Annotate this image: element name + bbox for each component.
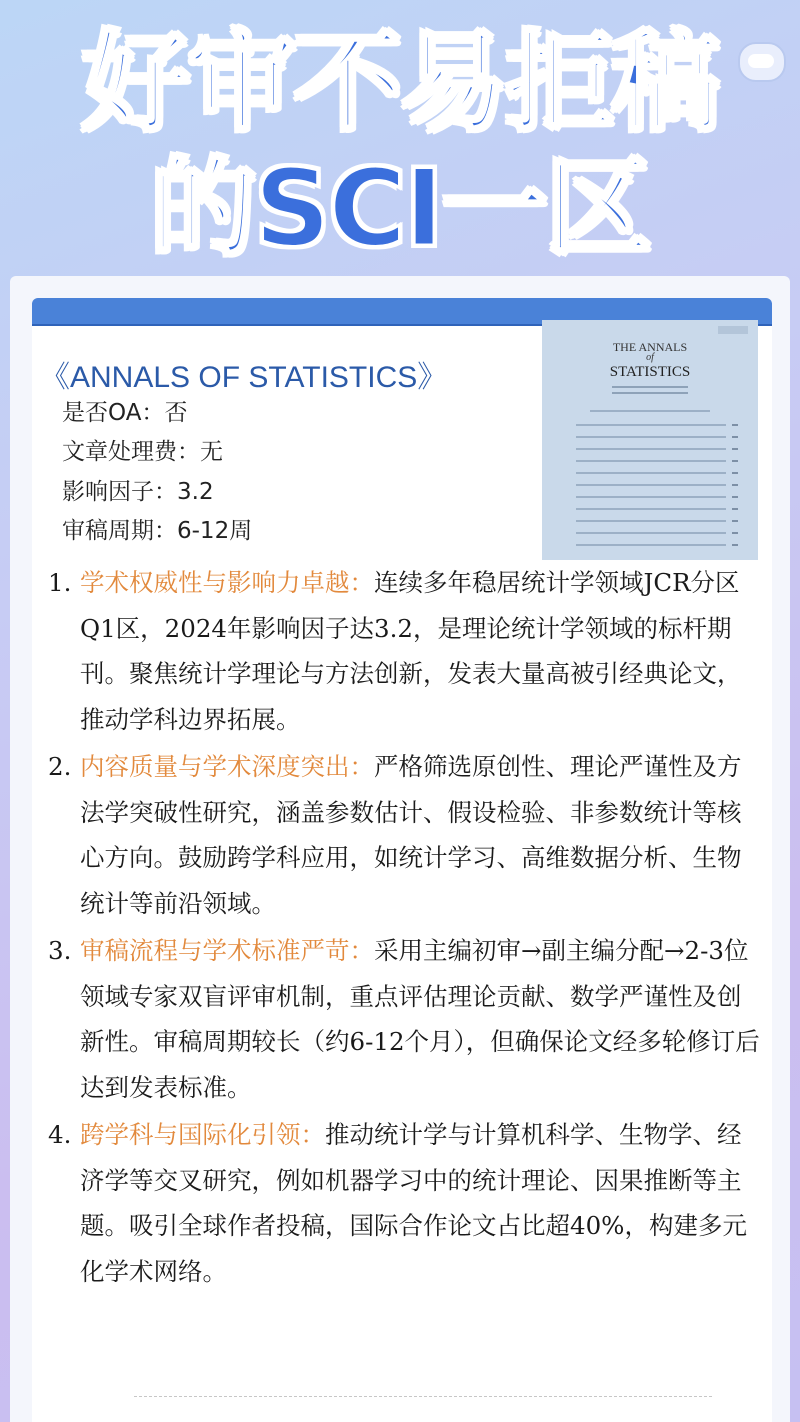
feature-list	[48, 560, 760, 1296]
item-heading: 学术权威性与影响力卓越：	[80, 568, 374, 597]
cover-contents-line	[576, 532, 726, 534]
cover-label-mark	[718, 326, 748, 334]
meta-impact-factor	[62, 473, 214, 506]
meta-key: 影响因子：	[62, 479, 177, 505]
meta-value: 否	[164, 400, 188, 426]
journal-cover-image	[542, 320, 758, 560]
meta-key: 文章处理费：	[62, 439, 200, 465]
cover-page-mark	[732, 544, 738, 546]
cover-contents-line	[576, 460, 726, 462]
item-number: 4.	[48, 1120, 72, 1149]
page-title-line-2: 的SCI一区	[150, 147, 650, 270]
cover-page-mark	[732, 532, 738, 534]
cover-title-line-3: STATISTICS	[609, 364, 691, 380]
item-number: 1.	[48, 568, 72, 597]
feature-item	[48, 560, 760, 742]
feature-item	[48, 1112, 760, 1294]
cover-page-mark	[732, 448, 738, 450]
cover-title-line-2: of	[646, 352, 654, 363]
item-body: 严格筛选原创性、理论严谨性及方法学突破性研究，涵盖参数估计、假设检验、非参数统计等核心方向。鼓励跨学科应用，如统计学习、高维数据分析、生物统计等前沿领域。	[80, 752, 742, 918]
item-heading: 审稿流程与学术标准严苛：	[80, 936, 374, 965]
meta-oa	[62, 394, 187, 427]
item-number: 3.	[48, 936, 72, 965]
cover-page-mark	[732, 484, 738, 486]
journal-name: 《ANNALS OF STATISTICS》	[40, 361, 448, 394]
meta-apc	[62, 433, 223, 466]
item-heading: 跨学科与国际化引领：	[80, 1120, 325, 1149]
item-number: 2.	[48, 752, 72, 781]
footer-divider	[134, 1396, 712, 1397]
cover-page-mark	[732, 436, 738, 438]
cover-contents-line	[576, 472, 726, 474]
cover-page-mark	[732, 496, 738, 498]
item-body: 推动统计学与计算机科学、生物学、经济学等交叉研究，例如机器学习中的统计理论、因果推断等主题。吸引全球作者投稿，国际合作论文占比超40%，构建多元化学术网络。	[80, 1120, 747, 1286]
item-heading: 内容质量与学术深度突出：	[80, 752, 374, 781]
item-body: 采用主编初审→副主编分配→2-3位领域专家双盲评审机制，重点评估理论贡献、数学严谨性及创新性。审稿周期较长（约6-12个月），但确保论文经多轮修订后达到发表标准。	[80, 936, 760, 1102]
cover-title-line-1: THE ANNALS	[612, 340, 688, 354]
page-title-line-1: 好审不易拒稿	[81, 21, 718, 146]
meta-key: 审稿周期：	[62, 518, 177, 544]
cover-page-mark	[732, 460, 738, 462]
cover-contents-line	[576, 448, 726, 450]
cover-contents-line	[576, 520, 726, 522]
cover-page-mark	[732, 472, 738, 474]
cover-contents-line	[576, 508, 726, 510]
meta-review-period	[62, 512, 252, 545]
meta-value: 无	[200, 439, 223, 465]
item-body: 连续多年稳居统计学领域JCR分区Q1区，2024年影响因子达3.2，是理论统计学领域的标杆期刊。聚焦统计学理论与方法创新，发表大量高被引经典论文，推动学科边界拓展。	[80, 568, 742, 734]
cover-contents-line	[576, 436, 726, 438]
cover-subtitle-line	[612, 392, 688, 394]
cover-contents-line	[590, 410, 710, 412]
feature-item	[48, 744, 760, 926]
cover-contents-line	[576, 484, 726, 486]
cover-subtitle-line	[612, 386, 688, 388]
toggle-decoration	[738, 42, 786, 82]
cover-contents-line	[576, 544, 726, 546]
cover-contents-line	[576, 424, 726, 426]
meta-value: 3.2	[177, 479, 214, 505]
feature-item	[48, 928, 760, 1110]
cover-page-mark	[732, 520, 738, 522]
cover-page-mark	[732, 508, 738, 510]
meta-value: 6-12周	[177, 518, 253, 544]
cover-contents-line	[576, 496, 726, 498]
meta-key: 是否OA：	[62, 400, 165, 426]
cover-page-mark	[732, 424, 738, 426]
